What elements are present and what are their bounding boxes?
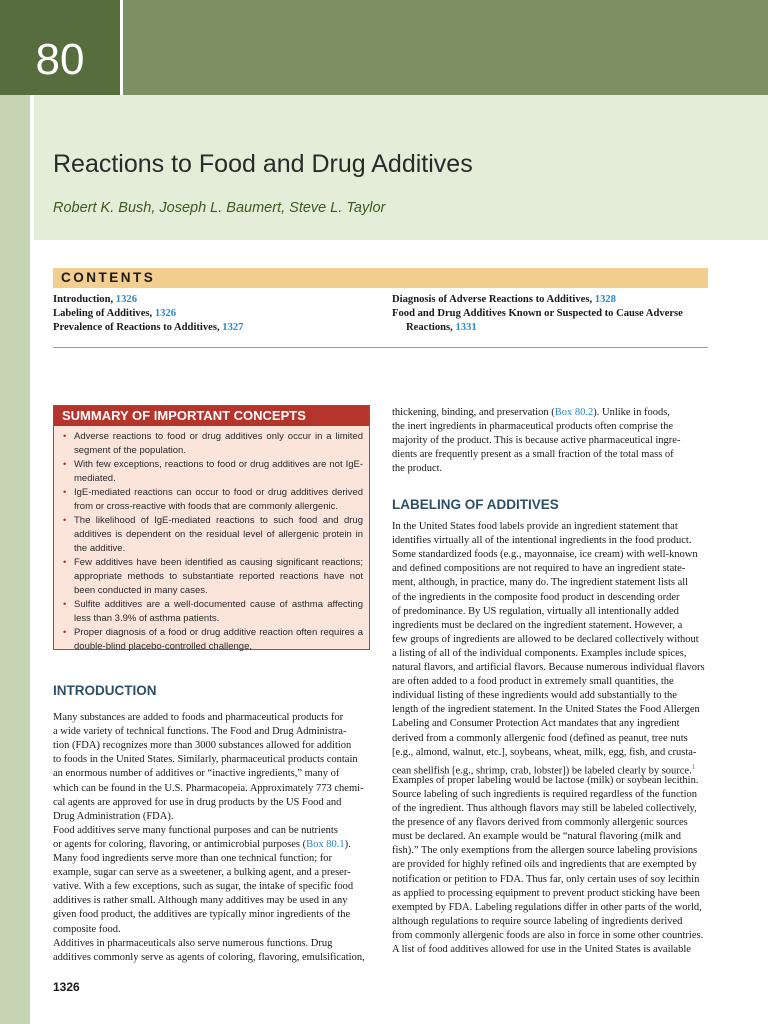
- contents-bar: [53, 268, 708, 288]
- summary-item: • Adverse reactions to food or drug additives only occur in a limited segment of the population.: [60, 430, 363, 458]
- text-line: Source labeling of such ingredients is required regardless of the function: [392, 788, 697, 800]
- text-line: Labeling and Consumer Protection Act mandates that any ingredient: [392, 718, 680, 730]
- text-line: Examples of proper labeling would be lactose (milk) or soybean lecithin.: [392, 774, 699, 786]
- text-line: additives is rather small. Although many additives may be used in any: [53, 895, 348, 907]
- text-line: and defined compositions are not required to have an ingredient state-: [392, 563, 686, 575]
- summary-item: • Sulfite additives are a well-documented cause of asthma affecting less than 3.9% of asthma patients.: [60, 598, 363, 626]
- summary-item: • IgE-mediated reactions can occur to food or drug additives derived from or cross-reactive with foods that are commonly allergenic.: [60, 486, 363, 514]
- introduction-heading: INTRODUCTION: [53, 683, 157, 698]
- text-line: as applied to processing equipment to prevent product sticking have been: [392, 887, 700, 899]
- text-line: the presence of any flavors derived from commonly allergenic sources: [392, 817, 688, 829]
- text-line: example, sugar can serve as a sweetener, a bulking agent, and a preser-: [53, 867, 351, 879]
- text-line: must be declared. An example would be “natural flavoring (milk and: [392, 831, 681, 843]
- text-line: of the ingredient. Thus although flavors may still be labeled collectively,: [392, 803, 697, 814]
- text-line: the product.: [392, 463, 443, 475]
- text-line: majority of the product. This is because active pharmaceutical ingre-: [392, 435, 681, 447]
- toc-entry[interactable]: Reactions, 1331: [406, 322, 477, 333]
- text-line: cal agents are approved for use in drug products by the US Food and: [53, 796, 342, 808]
- text-line: are provided for highly refined oils and ingredients that are exempted by: [392, 859, 697, 871]
- summary-item: • The likelihood of IgE-mediated reactions to such food and drug additives is dependent on the residual level of allergenic protein in the additive.: [60, 514, 363, 556]
- text-line: from commonly allergenic foods are also in force in some other countries.: [392, 929, 704, 941]
- reference-link[interactable]: 1: [691, 762, 696, 771]
- text-line: notification or petition to FDA. Thus far, only certain uses of soy lecithin: [392, 873, 700, 885]
- text-line: are often added to a food product in extremely small quantities, the: [392, 676, 674, 688]
- text-line: dients are frequently present as a small fraction of the total mass of: [392, 449, 674, 461]
- summary-item: • Few additives have been identified as causing significant reactions; appropriate methods to substantiate reported reactions have not been conducted in many cases.: [60, 556, 363, 598]
- chapter-number-box: [0, 0, 123, 95]
- toc-entry[interactable]: Food and Drug Additives Known or Suspected to Cause Adverse: [392, 308, 683, 319]
- text-line: natural flavors, and artificial flavors. Because numerous individual flavors: [392, 662, 705, 673]
- labeling-heading: LABELING OF ADDITIVES: [392, 497, 559, 512]
- toc-right: [392, 293, 683, 335]
- toc-left: [53, 293, 243, 335]
- contents-divider: [53, 347, 708, 348]
- text-line: Food additives serve many functional purposes and can be nutrients: [53, 824, 338, 836]
- text-line: Additives in pharmaceuticals also serve numerous functions. Drug: [53, 937, 333, 949]
- toc-entry[interactable]: Prevalence of Reactions to Additives, 1327: [53, 322, 244, 333]
- text-line: given food product, the additives are typically minor ingredients of the: [53, 909, 351, 921]
- text-line: or agents for coloring, flavoring, or antimicrobial purposes (Box 80.1).: [53, 838, 351, 850]
- summary-item: • With few exceptions, reactions to food or drug additives are not IgE-mediated.: [60, 458, 363, 486]
- text-line: fish).” The only exemptions from the allergen source labeling provisions: [392, 845, 698, 857]
- reference-link[interactable]: Box 80.2: [554, 407, 594, 418]
- toc-entry[interactable]: Diagnosis of Adverse Reactions to Additives, 1328: [392, 294, 616, 305]
- text-line: Drug Administration (FDA).: [53, 810, 174, 822]
- text-line: individual listing of these ingredients would add substantially to the: [392, 690, 677, 702]
- text-line: Many food ingredients serve more than one technical function; for: [53, 853, 333, 864]
- text-line: of the ingredients in the composite food product in descending order: [392, 591, 680, 603]
- text-line: identifies virtually all of the intentional ingredients in the food product.: [392, 535, 692, 547]
- toc-entry[interactable]: Introduction, 1326: [53, 294, 137, 305]
- toc-entry[interactable]: Labeling of Additives, 1326: [53, 308, 177, 319]
- text-line: Some standardized foods (e.g., mayonnaise, ice cream) with well-known: [392, 549, 698, 561]
- text-line: of predominance. By US regulation, virtually all intentionally added: [392, 605, 679, 617]
- chapter-title: Reactions to Food and Drug Additives: [53, 150, 473, 178]
- text-line: vative. With a few exceptions, such as sugar, the intake of specific food: [53, 881, 354, 893]
- text-line: few groups of ingredients are allowed to be declared collectively without: [392, 633, 699, 645]
- text-line: cean shellfish [e.g., shrimp, crab, lobster]) be labeled clearly by source.$^1$: [392, 762, 696, 777]
- text-line: additives commonly serve as agents of coloring, flavoring, emulsification,: [53, 951, 365, 963]
- text-line: In the United States food labels provide an ingredient statement that: [392, 521, 678, 532]
- chapter-authors: Robert K. Bush, Joseph L. Baumert, Steve L. Taylor: [53, 200, 386, 216]
- text-line: a listing of all of the individual components. Examples include spices,: [392, 647, 687, 659]
- summary-list: [60, 430, 363, 654]
- reference-link[interactable]: Box 80.1: [306, 838, 345, 850]
- text-line: ment, although, in practice, many do. The ingredient statement lists all: [392, 577, 689, 589]
- text-line: the inert ingredients in pharmaceutical products often comprise the: [392, 421, 674, 433]
- text-line: ingredients must be declared on the ingredient statement. However, a: [392, 619, 683, 631]
- text-line: length of the ingredient statement. In the United States the Food Allergen: [392, 704, 700, 716]
- text-line: which can be found in the U.S. Pharmacopeia. Approximately 773 chemi-: [53, 782, 364, 794]
- text-line: exempted by FDA. Labeling regulations differ in other parts of the world,: [392, 901, 702, 913]
- text-line: although regulations to require source labeling of ingredients derived: [392, 915, 683, 927]
- text-line: a wide variety of technical functions. The Food and Drug Administra-: [53, 726, 347, 738]
- text-line: A list of food additives allowed for use in the United States is available: [392, 944, 691, 955]
- page-sidebar: [0, 95, 30, 1024]
- summary-box: [53, 405, 370, 650]
- text-line: [e.g., almond, walnut, etc.], soybeans, wheat, milk, egg, fish, and crusta-: [392, 746, 697, 758]
- chapter-number: 80: [35, 35, 85, 84]
- summary-heading: SUMMARY OF IMPORTANT CONCEPTS: [54, 406, 369, 426]
- page-number: 1326: [53, 980, 80, 994]
- text-line: an enormous number of additives or “inactive ingredients,” many of: [53, 768, 340, 780]
- text-line: thickening, binding, and preservation (Box 80.2). Unlike in foods,: [392, 407, 670, 418]
- summary-item: • Proper diagnosis of a food or drug additive reaction often requires a double-blind placebo-controlled challenge.: [60, 626, 363, 654]
- text-line: Many substances are added to foods and pharmaceutical products for: [53, 712, 344, 723]
- text-line: composite food.: [53, 923, 121, 935]
- chapter-header: [0, 0, 768, 95]
- text-line: derived from a commonly allergenic food (defined as peanut, tree nuts: [392, 732, 688, 744]
- text-line: to foods in the United States. Similarly, pharmaceutical products contain: [53, 754, 358, 766]
- text-line: tion (FDA) recognizes more than 3000 substances allowed for addition: [53, 740, 352, 752]
- contents-label: CONTENTS: [61, 270, 156, 285]
